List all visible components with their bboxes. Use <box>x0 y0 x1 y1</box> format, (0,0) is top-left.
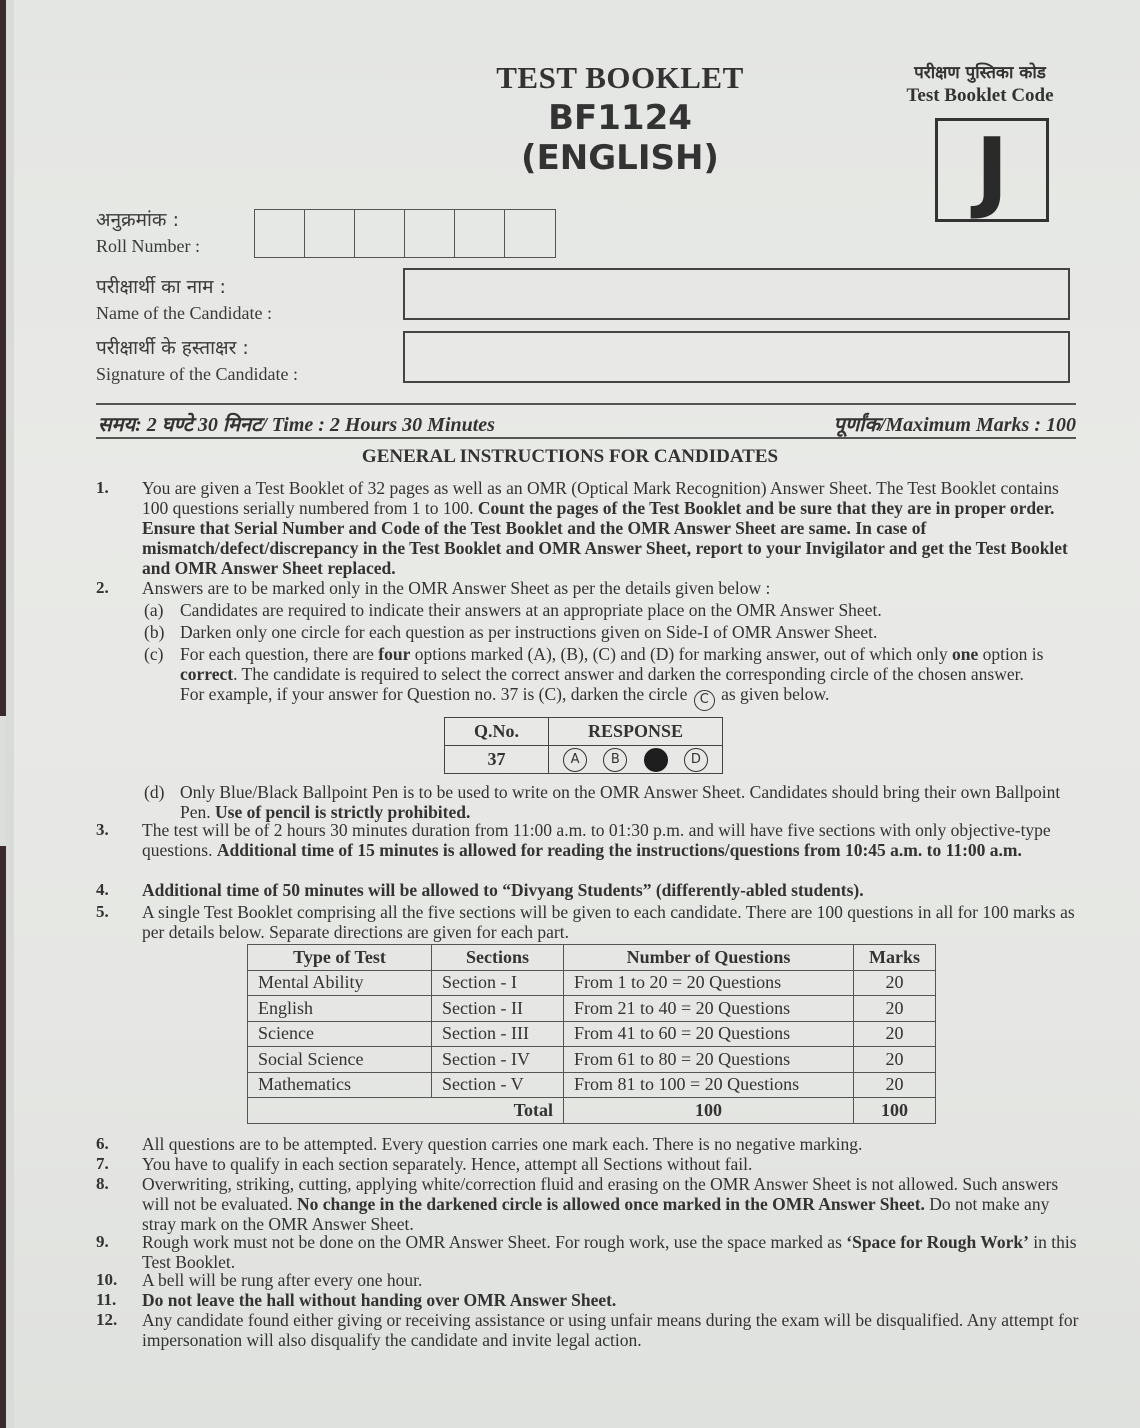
test-type-cell: English <box>248 996 432 1022</box>
marks-cell: 20 <box>854 996 936 1022</box>
instruction-number: 5. <box>96 902 109 921</box>
instruction-item-5 <box>96 902 1086 942</box>
instruction-number: 1. <box>96 478 109 497</box>
candidate-name-label-english: Name of the Candidate : <box>96 303 272 323</box>
section-cell: Section - IV <box>432 1047 564 1073</box>
option-c-circle-icon: C <box>694 690 715 711</box>
booklet-title-block <box>460 60 780 178</box>
instruction-text: Answers are to be marked only in the OMR Answer Sheet as per the details given below : <box>142 578 771 598</box>
instruction-text-bold: Count the pages of the Test Booklet and be sure that they are in proper order. Ensure that Serial Number and Code of the Test Booklet and the OMR Answer Sheet are same. In case of mismatch/defect/discrepancy in the Test Booklet and OMR Answer Sheet, report to your Invigilator and get the Test Booklet and OMR Answer Sheet replaced. <box>142 498 1068 578</box>
questions-cell: From 1 to 20 = 20 Questions <box>564 970 854 996</box>
instruction-number: 7. <box>96 1154 109 1173</box>
option-a-bubble-icon: A <box>563 748 587 772</box>
questions-cell: From 61 to 80 = 20 Questions <box>564 1047 854 1073</box>
instruction-number: 6. <box>96 1134 109 1153</box>
qno-header: Q.No. <box>445 718 549 746</box>
questions-cell: From 21 to 40 = 20 Questions <box>564 996 854 1022</box>
divider-top <box>96 403 1076 405</box>
instruction-item-2 <box>96 578 1086 598</box>
column-header: Type of Test <box>248 945 432 971</box>
section-cell: Section - III <box>432 1021 564 1047</box>
marks-cell: 20 <box>854 1072 936 1098</box>
instruction-text: Any candidate found either giving or receiving assistance or using unfair means during the exam will be disqualified. Any attempt for impersonation will also disqualify the candidate and invite legal action. <box>142 1310 1079 1350</box>
instruction-text: A single Test Booklet comprising all the five sections will be given to each candidate. There are 100 questions in all for 100 marks as per details below. Separate directions are given for each part. <box>142 902 1075 942</box>
instruction-text: in this Test Booklet. <box>142 1232 1077 1272</box>
example-text: as given below. <box>721 684 830 704</box>
candidate-signature-label-hindi: परीक्षार्थी के हस्ताक्षर : <box>96 337 249 359</box>
roll-digit-box[interactable] <box>505 210 555 257</box>
qno-value: 37 <box>445 746 549 774</box>
instruction-text: Overwriting, striking, cutting, applying white/correction fluid and erasing on the OMR Answer Sheet is not allowed. Such answers will not be evaluated. <box>142 1174 1059 1214</box>
instruction-item-1 <box>96 478 1086 578</box>
instruction-number: 10. <box>96 1270 118 1289</box>
exam-duration: समय: 2 घण्टे 30 मिनट/ Time : 2 Hours 30 Minutes <box>98 414 495 436</box>
test-type-cell: Mathematics <box>248 1072 432 1098</box>
sub-text-bold: correct <box>180 664 234 684</box>
instruction-item-8 <box>96 1174 1086 1234</box>
candidate-name-label-hindi: परीक्षार्थी का नाम : <box>96 276 226 298</box>
roll-digit-box[interactable] <box>455 210 505 257</box>
marks-cell: 20 <box>854 970 936 996</box>
instruction-text: Rough work must not be done on the OMR Answer Sheet. For rough work, use the space marked as <box>142 1232 842 1252</box>
total-label: Total <box>248 1098 564 1124</box>
sub-tag: (d) <box>144 782 165 802</box>
booklet-language: (ENGLISH) <box>521 138 719 178</box>
instruction-text-bold: Additional time of 15 minutes is allowed for reading the instructions/questions from 10:45 a.m. to 11:00 a.m. <box>216 840 1022 860</box>
roll-digit-box[interactable] <box>405 210 455 257</box>
booklet-code-value: J <box>935 118 1049 222</box>
instruction-text: You are given a Test Booklet of 32 pages as well as an OMR (Optical Mark Recognition) Answer Sheet. The Test Booklet contains 100 questions serially numbered from 1 to 100. <box>142 478 1059 518</box>
sub-text: Only Blue/Black Ballpoint Pen is to be used to write on the OMR Answer Sheet. Candidates should bring their own Ballpoint Pen. <box>180 782 1061 822</box>
instruction-text-bold: Additional time of 50 minutes will be allowed to “Divyang Students” (differently-abled students). <box>142 880 864 900</box>
instructions-heading: GENERAL INSTRUCTIONS FOR CANDIDATES <box>361 446 779 467</box>
sub-text: Candidates are required to indicate their answers at an appropriate place on the OMR Answer Sheet. <box>180 600 882 620</box>
example-text: For example, if your answer for Question no. 37 is (C), darken the circle <box>180 684 688 704</box>
table-row <box>248 1021 936 1047</box>
instruction-number: 4. <box>96 880 109 899</box>
instruction-2d <box>144 782 1084 822</box>
table-row <box>248 1047 936 1073</box>
instruction-item-3 <box>96 820 1086 860</box>
roll-digit-box[interactable] <box>305 210 355 257</box>
option-b-bubble-icon: B <box>603 748 627 772</box>
instruction-text: You have to qualify in each section separately. Hence, attempt all Sections without fail. <box>142 1154 753 1174</box>
roll-number-label <box>96 206 200 257</box>
table-header-row <box>248 945 936 971</box>
instruction-text: All questions are to be attempted. Every question carries one mark each. There is no negative marking. <box>142 1134 863 1154</box>
section-cell: Section - V <box>432 1072 564 1098</box>
sub-text-bold: Use of pencil is strictly prohibited. <box>215 802 471 822</box>
candidate-signature-label-english: Signature of the Candidate : <box>96 364 298 384</box>
instruction-text: The test will be of 2 hours 30 minutes duration from 11:00 a.m. to 01:30 p.m. and will have five sections with only objective-type questions. <box>142 820 1051 860</box>
candidate-name-field[interactable] <box>403 268 1070 320</box>
instruction-2b <box>144 622 1084 642</box>
sub-text: Darken only one circle for each question as per instructions given on Side-I of OMR Answer Sheet. <box>180 622 878 642</box>
exam-meta-row <box>98 410 1076 437</box>
instruction-item-7 <box>96 1154 1086 1174</box>
option-d-bubble-icon: D <box>684 748 708 772</box>
divider-bottom <box>96 437 1076 439</box>
sub-text: options marked (A), (B), (C) and (D) for marking answer, out of which only <box>414 644 948 664</box>
table-total-row <box>248 1098 936 1124</box>
section-cell: Section - I <box>432 970 564 996</box>
instruction-2a <box>144 600 1084 620</box>
sections-table <box>247 944 936 1124</box>
exam-max-marks: पूर्णांक/Maximum Marks : 100 <box>833 414 1076 436</box>
table-row <box>248 970 936 996</box>
response-header: RESPONSE <box>549 718 723 746</box>
roll-digit-box[interactable] <box>355 210 405 257</box>
candidate-name-label <box>96 273 272 324</box>
booklet-code-label-hindi: परीक्षण पुस्तिका कोड <box>914 63 1046 83</box>
total-questions: 100 <box>564 1098 854 1124</box>
instruction-text: Do not make any stray mark on the OMR Answer Sheet. <box>142 1194 1050 1234</box>
sub-text: For each question, there are <box>180 644 374 664</box>
response-example-table <box>444 717 723 774</box>
sub-tag: (c) <box>144 644 164 664</box>
table-row <box>248 996 936 1022</box>
instruction-text: A bell will be rung after every one hour. <box>142 1270 423 1290</box>
test-type-cell: Science <box>248 1021 432 1047</box>
instruction-number: 9. <box>96 1232 109 1251</box>
booklet-code-block <box>880 60 1080 222</box>
sub-tag: (a) <box>144 600 164 620</box>
questions-cell: From 81 to 100 = 20 Questions <box>564 1072 854 1098</box>
instruction-number: 8. <box>96 1174 109 1193</box>
candidate-signature-label <box>96 334 298 385</box>
instruction-item-6 <box>96 1134 1086 1154</box>
column-header: Marks <box>854 945 936 971</box>
roll-number-label-english: Roll Number : <box>96 236 200 256</box>
total-marks: 100 <box>854 1098 936 1124</box>
instruction-item-11 <box>96 1290 1086 1310</box>
instruction-text-bold: No change in the darkened circle is allowed once marked in the OMR Answer Sheet. <box>297 1194 925 1214</box>
instruction-number: 3. <box>96 820 109 839</box>
marks-cell: 20 <box>854 1021 936 1047</box>
option-c-filled-bubble-icon <box>644 748 668 772</box>
booklet-title: TEST BOOKLET <box>496 60 744 95</box>
instruction-number: 2. <box>96 578 109 597</box>
test-type-cell: Social Science <box>248 1047 432 1073</box>
instruction-item-4 <box>96 880 1086 900</box>
instruction-text-bold: ‘Space for Rough Work’ <box>846 1232 1029 1252</box>
instruction-item-10 <box>96 1270 1086 1290</box>
page-edge-gap <box>0 716 6 846</box>
sub-text: option is <box>982 644 1044 664</box>
sub-text: . The candidate is required to select the correct answer and darken the corresponding circle of the chosen answer. <box>233 664 1024 684</box>
instruction-item-9 <box>96 1232 1086 1272</box>
instruction-number: 11. <box>96 1290 117 1309</box>
instruction-number: 12. <box>96 1310 118 1329</box>
roll-number-boxes <box>254 209 556 258</box>
response-bubbles <box>549 748 722 772</box>
table-row <box>248 1072 936 1098</box>
section-cell: Section - II <box>432 996 564 1022</box>
instruction-item-12 <box>96 1310 1086 1350</box>
page-edge-shadow <box>0 0 6 1428</box>
questions-cell: From 41 to 60 = 20 Questions <box>564 1021 854 1047</box>
test-type-cell: Mental Ability <box>248 970 432 996</box>
instruction-2c <box>144 644 1084 711</box>
booklet-number: BF1124 <box>548 98 692 138</box>
booklet-code-label: Test Booklet Code <box>906 85 1054 106</box>
roll-number-label-hindi: अनुक्रमांक : <box>96 209 179 231</box>
sub-text-bold: four <box>378 644 411 664</box>
column-header: Sections <box>432 945 564 971</box>
sub-tag: (b) <box>144 622 165 642</box>
candidate-signature-field[interactable] <box>403 331 1070 383</box>
roll-digit-box[interactable] <box>255 210 305 257</box>
column-header: Number of Questions <box>564 945 854 971</box>
sub-text-bold: one <box>952 644 979 664</box>
marks-cell: 20 <box>854 1047 936 1073</box>
instruction-text-bold: Do not leave the hall without handing over OMR Answer Sheet. <box>142 1290 617 1310</box>
